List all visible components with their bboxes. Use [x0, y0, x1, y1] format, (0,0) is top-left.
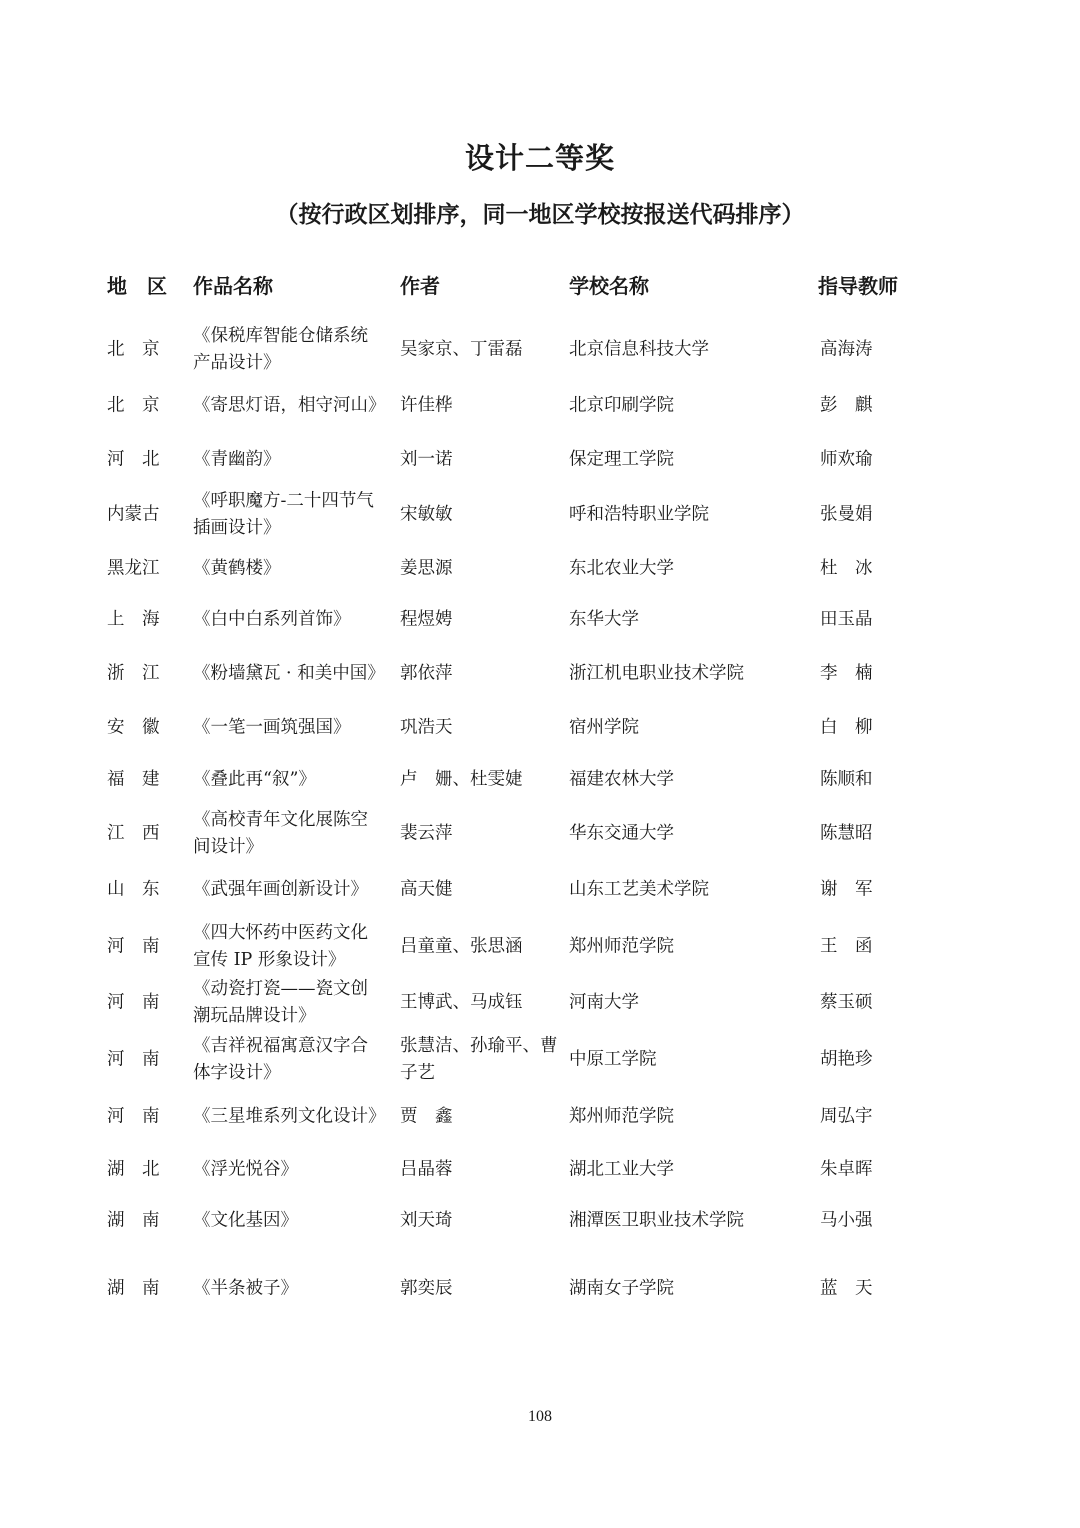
- author-cell: 姜思源: [400, 558, 453, 579]
- region-cell: 内蒙古: [107, 504, 160, 525]
- teacher-cell: 高海涛: [820, 339, 873, 360]
- school-cell: 中原工学院: [569, 1049, 657, 1070]
- school-cell: 北京印刷学院: [569, 395, 674, 416]
- school-cell: 东华大学: [569, 609, 639, 630]
- region-cell: 湖 南: [107, 1210, 160, 1231]
- region-cell: 河 南: [107, 1049, 160, 1070]
- author-cell: 刘一诺: [400, 449, 453, 470]
- school-cell: 保定理工学院: [569, 449, 674, 470]
- work-cell: 《青幽韵》: [193, 449, 281, 470]
- teacher-cell: 蔡玉硕: [820, 992, 873, 1013]
- teacher-cell: 王 函: [820, 936, 873, 957]
- header-region: 地 区: [107, 274, 167, 298]
- work-cell: 《动瓷打瓷——瓷文创潮玩品牌设计》: [193, 979, 368, 1026]
- author-cell: 郭奕辰: [400, 1278, 453, 1299]
- work-cell: 《浮光悦谷》: [193, 1159, 298, 1180]
- work-cell: 《高校青年文化展陈空间设计》: [193, 810, 368, 857]
- header-author: 作者: [400, 274, 440, 298]
- school-cell: 福建农林大学: [569, 769, 674, 790]
- work-cell: 《保税库智能仓储系统产品设计》: [193, 326, 368, 373]
- region-cell: 湖 北: [107, 1159, 160, 1180]
- author-cell: 张慧洁、孙瑜平、曹子艺: [400, 1036, 558, 1083]
- author-cell: 高天健: [400, 879, 453, 900]
- header-work: 作品名称: [193, 274, 273, 298]
- school-cell: 湖南女子学院: [569, 1278, 674, 1299]
- teacher-cell: 彭 麒: [820, 395, 873, 416]
- author-cell: 吴家京、丁雷磊: [400, 339, 523, 360]
- region-cell: 北 京: [107, 339, 160, 360]
- work-cell: 《三星堆系列文化设计》: [193, 1106, 386, 1127]
- school-cell: 东北农业大学: [569, 558, 674, 579]
- teacher-cell: 周弘宇: [820, 1106, 873, 1127]
- work-cell: 《四大怀药中医药文化宣传 IP 形象设计》: [193, 923, 368, 970]
- author-cell: 宋敏敏: [400, 504, 453, 525]
- work-cell: 《寄思灯语，相守河山》: [193, 395, 386, 416]
- region-cell: 河 南: [107, 1106, 160, 1127]
- school-cell: 郑州师范学院: [569, 1106, 674, 1127]
- teacher-cell: 师欢瑜: [820, 449, 873, 470]
- school-cell: 浙江机电职业技术学院: [569, 663, 744, 684]
- region-cell: 黑龙江: [107, 558, 160, 579]
- author-cell: 贾 鑫: [400, 1106, 453, 1127]
- work-cell: 《吉祥祝福寓意汉字合体字设计》: [193, 1036, 368, 1083]
- school-cell: 山东工艺美术学院: [569, 879, 709, 900]
- region-cell: 河 南: [107, 936, 160, 957]
- author-cell: 卢 姗、杜雯婕: [400, 769, 523, 790]
- school-cell: 湖北工业大学: [569, 1159, 674, 1180]
- author-cell: 程煜娉: [400, 609, 453, 630]
- school-cell: 呼和浩特职业学院: [569, 504, 709, 525]
- page-title: 设计二等奖: [464, 141, 615, 175]
- header-school: 学校名称: [569, 274, 649, 298]
- school-cell: 湘潭医卫职业技术学院: [569, 1210, 744, 1231]
- work-cell: 《武强年画创新设计》: [193, 879, 368, 900]
- teacher-cell: 陈顺和: [820, 769, 873, 790]
- teacher-cell: 朱卓晖: [820, 1159, 873, 1180]
- region-cell: 湖 南: [107, 1278, 160, 1299]
- teacher-cell: 蓝 天: [820, 1278, 873, 1299]
- teacher-cell: 谢 军: [820, 879, 873, 900]
- work-cell: 《半条被子》: [193, 1278, 298, 1299]
- teacher-cell: 胡艳珍: [820, 1049, 873, 1070]
- region-cell: 江 西: [107, 823, 160, 844]
- author-cell: 刘天琦: [400, 1210, 453, 1231]
- author-cell: 许佳桦: [400, 395, 453, 416]
- work-cell: 《呼职魔方-二十四节气插画设计》: [193, 491, 374, 538]
- region-cell: 浙 江: [107, 663, 160, 684]
- region-cell: 河 北: [107, 449, 160, 470]
- page-subtitle: （按行政区划排序，同一地区学校按报送代码排序）: [275, 202, 805, 228]
- work-cell: 《白中白系列首饰》: [193, 609, 351, 630]
- author-cell: 王博武、马成钰: [400, 992, 523, 1013]
- teacher-cell: 张曼娟: [820, 504, 873, 525]
- author-cell: 吕童童、张思涵: [400, 936, 523, 957]
- school-cell: 宿州学院: [569, 717, 639, 738]
- region-cell: 山 东: [107, 879, 160, 900]
- author-cell: 吕晶蓉: [400, 1159, 453, 1180]
- work-cell: 《叠此再“叙”》: [193, 769, 316, 790]
- teacher-cell: 白 柳: [820, 717, 873, 738]
- teacher-cell: 陈慧昭: [820, 823, 873, 844]
- region-cell: 安 徽: [107, 717, 160, 738]
- teacher-cell: 田玉晶: [820, 609, 873, 630]
- school-cell: 华东交通大学: [569, 823, 674, 844]
- teacher-cell: 李 楠: [820, 663, 873, 684]
- school-cell: 郑州师范学院: [569, 936, 674, 957]
- region-cell: 北 京: [107, 395, 160, 416]
- region-cell: 上 海: [107, 609, 160, 630]
- work-cell: 《一笔一画筑强国》: [193, 717, 351, 738]
- region-cell: 河 南: [107, 992, 160, 1013]
- school-cell: 河南大学: [569, 992, 639, 1013]
- header-teacher: 指导教师: [818, 274, 898, 298]
- page-number: 108: [528, 1408, 552, 1425]
- region-cell: 福 建: [107, 769, 160, 790]
- teacher-cell: 马小强: [820, 1210, 873, 1231]
- author-cell: 郭依萍: [400, 663, 453, 684]
- author-cell: 裴云萍: [400, 823, 453, 844]
- work-cell: 《粉墙黛瓦 · 和美中国》: [193, 663, 385, 684]
- author-cell: 巩浩天: [400, 717, 453, 738]
- work-cell: 《黄鹤楼》: [193, 558, 281, 579]
- work-cell: 《文化基因》: [193, 1210, 298, 1231]
- teacher-cell: 杜 冰: [820, 558, 873, 579]
- school-cell: 北京信息科技大学: [569, 339, 709, 360]
